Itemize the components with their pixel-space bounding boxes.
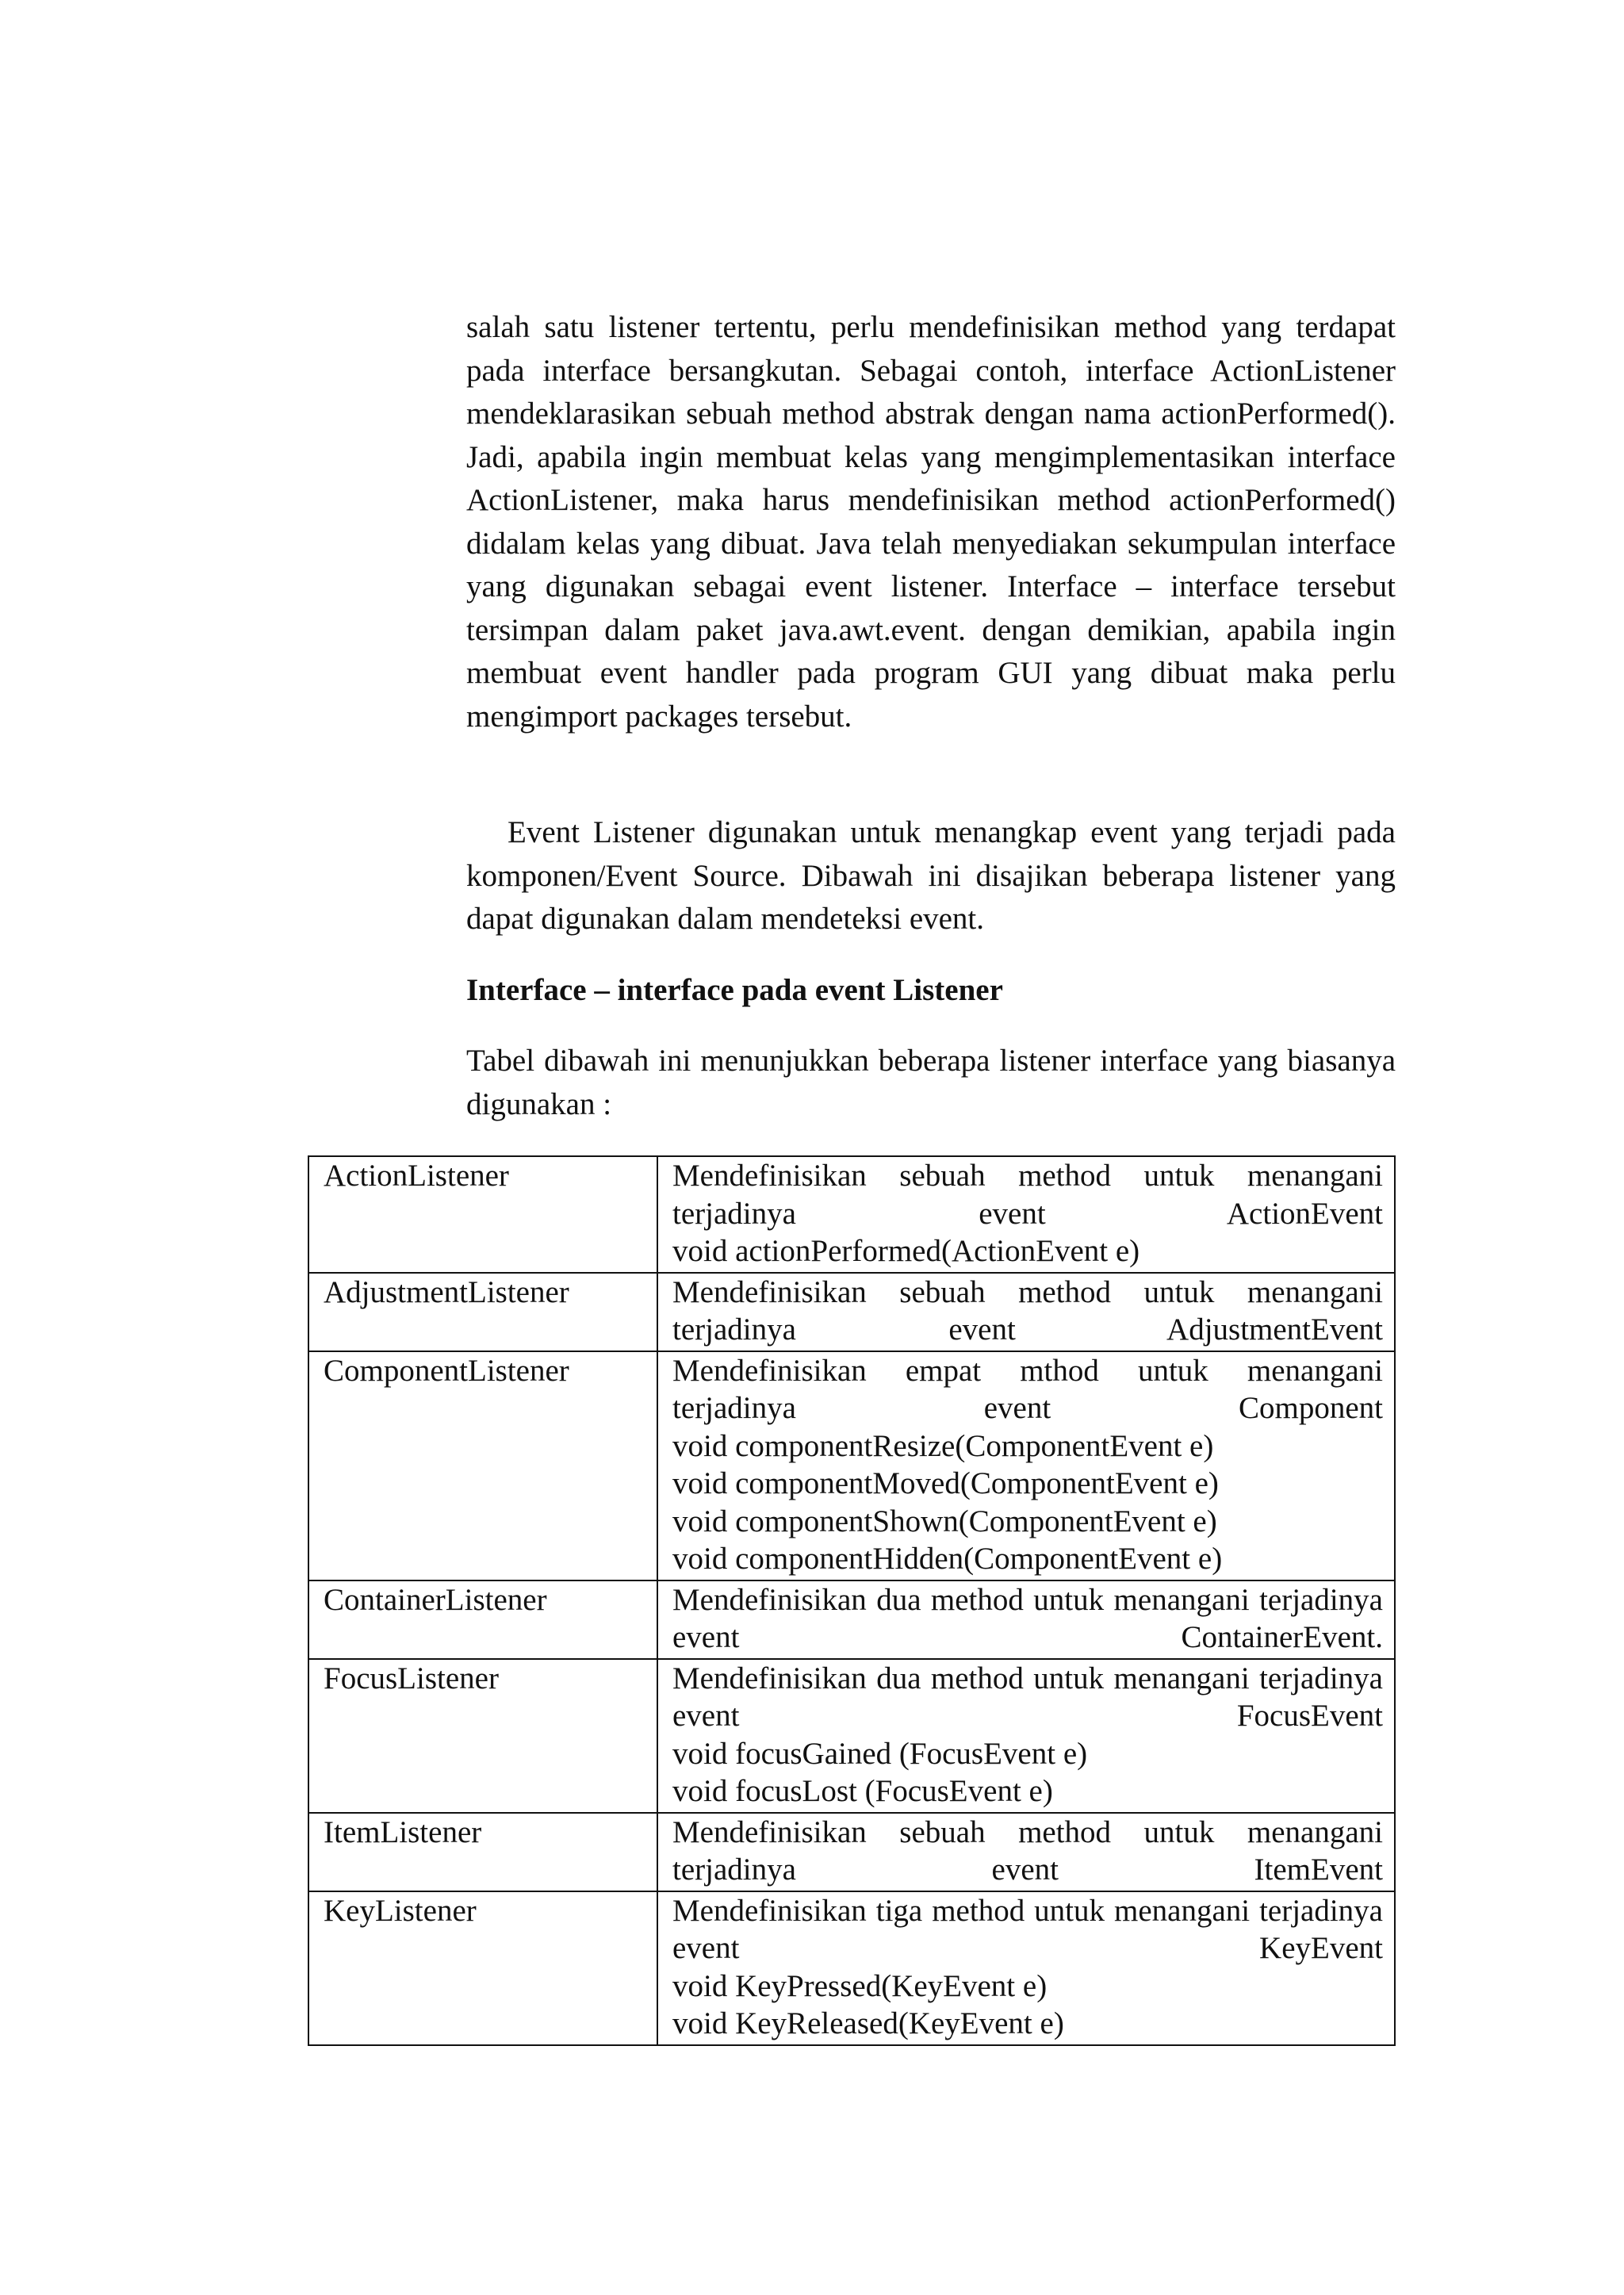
- listener-description-cell: [657, 1351, 1395, 1580]
- table-row: [308, 1891, 1395, 2045]
- listener-description: Mendefinisikan dua method untuk menangani terjadinya event ContainerEvent.: [672, 1582, 1383, 1654]
- table-intro-paragraph: Tabel dibawah ini menunjukkan beberapa listener interface yang biasanya digunakan :: [466, 1044, 1396, 1121]
- listener-description: Mendefinisikan tiga method untuk menangani terjadinya event KeyEvent: [672, 1893, 1383, 1965]
- listener-description-cell: [657, 1659, 1395, 1813]
- table-row: [308, 1351, 1395, 1580]
- listener-description-cell: [657, 1273, 1395, 1351]
- listener-description: Mendefinisikan sebuah method untuk menangani terjadinya event ActionEvent: [672, 1159, 1383, 1231]
- listener-name: ComponentListener: [324, 1353, 569, 1388]
- body-paragraph-2: Event Listener digunakan untuk menangkap event yang terjadi pada komponen/Event Source. Dibawah ini disajikan beberapa listener yang dapat digunakan dalam mendeteksi event.: [466, 815, 1396, 936]
- listener-name: ContainerListener: [324, 1582, 547, 1617]
- listener-method: void componentHidden(ComponentEvent e): [672, 1542, 1223, 1576]
- listener-description-cell: [657, 1580, 1395, 1659]
- listener-method: void componentShown(ComponentEvent e): [672, 1504, 1217, 1538]
- listener-name: AdjustmentListener: [324, 1274, 569, 1309]
- table-row: [308, 1273, 1395, 1351]
- listener-description: Mendefinisikan dua method untuk menangani terjadinya event FocusEvent: [672, 1661, 1383, 1733]
- listener-method: void KeyReleased(KeyEvent e): [672, 2006, 1064, 2040]
- listener-method: void KeyPressed(KeyEvent e): [672, 1968, 1048, 2003]
- table-row: [308, 1813, 1395, 1891]
- table-row: [308, 1659, 1395, 1813]
- section-heading: Interface – interface pada event Listener: [466, 973, 1003, 1007]
- listener-name-cell: [308, 1659, 657, 1813]
- listener-description: Mendefinisikan empat mthod untuk menangani terjadinya event Component: [672, 1353, 1383, 1425]
- table-row: [308, 1156, 1395, 1273]
- listener-description-cell: [657, 1813, 1395, 1891]
- listener-name-cell: [308, 1813, 657, 1891]
- listener-description-cell: [657, 1156, 1395, 1273]
- listener-name: FocusListener: [324, 1661, 499, 1695]
- listener-method: void componentResize(ComponentEvent e): [672, 1428, 1214, 1463]
- listener-method: void actionPerformed(ActionEvent e): [672, 1234, 1140, 1268]
- listener-name-cell: [308, 1273, 657, 1351]
- table-row: [308, 1580, 1395, 1659]
- listener-table: [308, 1155, 1396, 2046]
- listener-name: ActionListener: [324, 1159, 509, 1193]
- listener-name: ItemListener: [324, 1814, 482, 1849]
- listener-name: KeyListener: [324, 1893, 477, 1928]
- listener-name-cell: [308, 1156, 657, 1273]
- body-paragraph-1: salah satu listener tertentu, perlu mendefinisikan method yang terdapat pada interface bersangkutan. Sebagai contoh, interface ActionListener mendeklarasikan sebuah method abstrak dengan nama actionPerformed(). Jadi, apabila ingin membuat kelas yang mengimplementasikan interface ActionListener, maka harus mendefinisikan method actionPerformed() didalam kelas yang dibuat. Java telah menyediakan sekumpulan interface yang digunakan sebagai event listener. Interface – interface tersebut tersimpan dalam paket java.awt.event. dengan demikian, apabila ingin membuat event handler pada program GUI yang dibuat maka perlu mengimport packages tersebut.: [466, 310, 1396, 734]
- listener-description: Mendefinisikan sebuah method untuk menangani terjadinya event AdjustmentEvent: [672, 1274, 1383, 1347]
- listener-method: void componentMoved(ComponentEvent e): [672, 1466, 1219, 1500]
- listener-description-cell: [657, 1891, 1395, 2045]
- listener-name-cell: [308, 1351, 657, 1580]
- listener-name-cell: [308, 1580, 657, 1659]
- listener-method: void focusLost (FocusEvent e): [672, 1774, 1053, 1808]
- listener-method: void focusGained (FocusEvent e): [672, 1736, 1088, 1771]
- listener-name-cell: [308, 1891, 657, 2045]
- listener-description: Mendefinisikan sebuah method untuk menangani terjadinya event ItemEvent: [672, 1814, 1383, 1887]
